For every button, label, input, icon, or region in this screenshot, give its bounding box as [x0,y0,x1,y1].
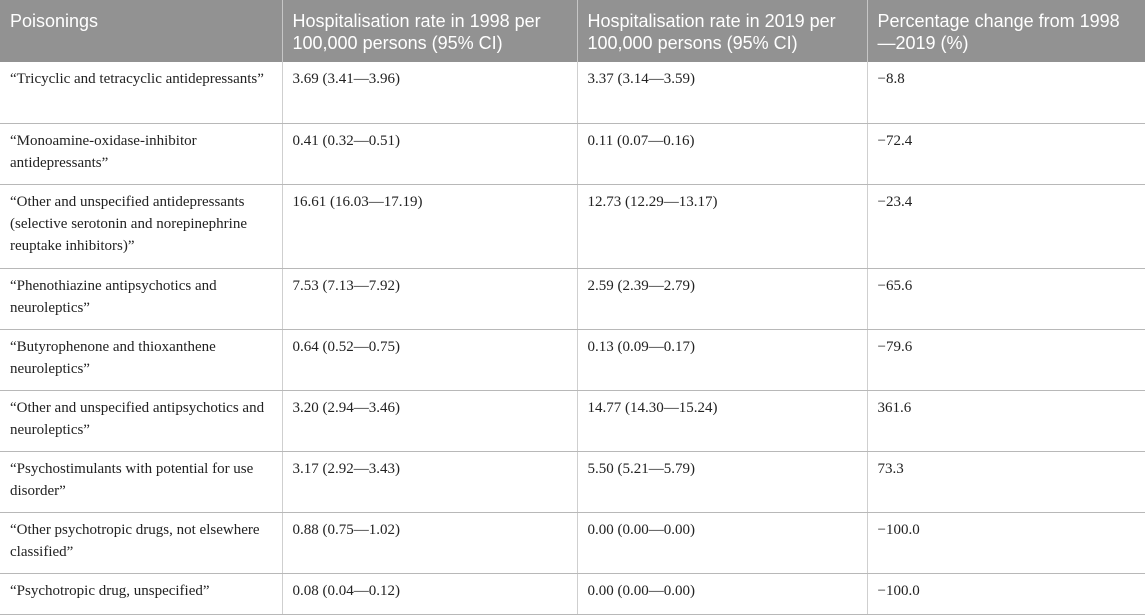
table-row [0,62,1145,123]
table-body [0,62,1145,614]
change-cell: −23.4 [867,184,1145,268]
table-row [0,329,1145,390]
rate-2019-cell: 0.00 (0.00—0.00) [577,573,867,614]
header-row [0,0,1145,62]
table-row [0,573,1145,614]
rate-1998-cell: 0.41 (0.32—0.51) [282,123,577,184]
poisoning-cell: “Psychotropic drug, unspecified” [0,573,282,614]
table-row [0,268,1145,329]
header-percentage-change: Percentage change from 1998—2019 (%) [867,0,1145,62]
rate-2019-cell: 0.11 (0.07—0.16) [577,123,867,184]
rate-2019-cell: 5.50 (5.21—5.79) [577,451,867,512]
change-cell: −65.6 [867,268,1145,329]
rate-1998-cell: 3.20 (2.94—3.46) [282,390,577,451]
poisoning-cell: “Phenothiazine antipsychotics and neuroleptics” [0,268,282,329]
poisoning-cell: “Other and unspecified antipsychotics and neuroleptics” [0,390,282,451]
header-rate-2019: Hospitalisation rate in 2019 per 100,000 persons (95% CI) [577,0,867,62]
change-cell: −72.4 [867,123,1145,184]
rate-2019-cell: 0.00 (0.00—0.00) [577,512,867,573]
rate-1998-cell: 7.53 (7.13—7.92) [282,268,577,329]
change-cell: −8.8 [867,62,1145,123]
poisoning-cell: “Other psychotropic drugs, not elsewhere classified” [0,512,282,573]
table-row [0,451,1145,512]
rate-2019-cell: 12.73 (12.29—13.17) [577,184,867,268]
rate-2019-cell: 2.59 (2.39—2.79) [577,268,867,329]
poisoning-cell: “Monoamine-oxidase-inhibitor antidepressants” [0,123,282,184]
poisoning-cell: “Tricyclic and tetracyclic antidepressants” [0,62,282,123]
rate-2019-cell: 0.13 (0.09—0.17) [577,329,867,390]
change-cell: −100.0 [867,573,1145,614]
table-row [0,123,1145,184]
change-cell: 361.6 [867,390,1145,451]
rate-1998-cell: 0.88 (0.75—1.02) [282,512,577,573]
change-cell: −79.6 [867,329,1145,390]
table-row [0,184,1145,268]
table-row [0,512,1145,573]
rate-1998-cell: 0.08 (0.04—0.12) [282,573,577,614]
change-cell: 73.3 [867,451,1145,512]
table-header [0,0,1145,62]
header-rate-1998: Hospitalisation rate in 1998 per 100,000 persons (95% CI) [282,0,577,62]
table-row [0,390,1145,451]
rate-1998-cell: 0.64 (0.52—0.75) [282,329,577,390]
header-poisonings: Poisonings [0,0,282,62]
rate-1998-cell: 3.17 (2.92—3.43) [282,451,577,512]
rate-2019-cell: 14.77 (14.30—15.24) [577,390,867,451]
rate-2019-cell: 3.37 (3.14—3.59) [577,62,867,123]
change-cell: −100.0 [867,512,1145,573]
poisoning-cell: “Butyrophenone and thioxanthene neuroleptics” [0,329,282,390]
rate-1998-cell: 16.61 (16.03—17.19) [282,184,577,268]
rate-1998-cell: 3.69 (3.41—3.96) [282,62,577,123]
poisoning-cell: “Other and unspecified antidepressants (selective serotonin and norepinephrine reuptake inhibitors)” [0,184,282,268]
poisoning-cell: “Psychostimulants with potential for use disorder” [0,451,282,512]
